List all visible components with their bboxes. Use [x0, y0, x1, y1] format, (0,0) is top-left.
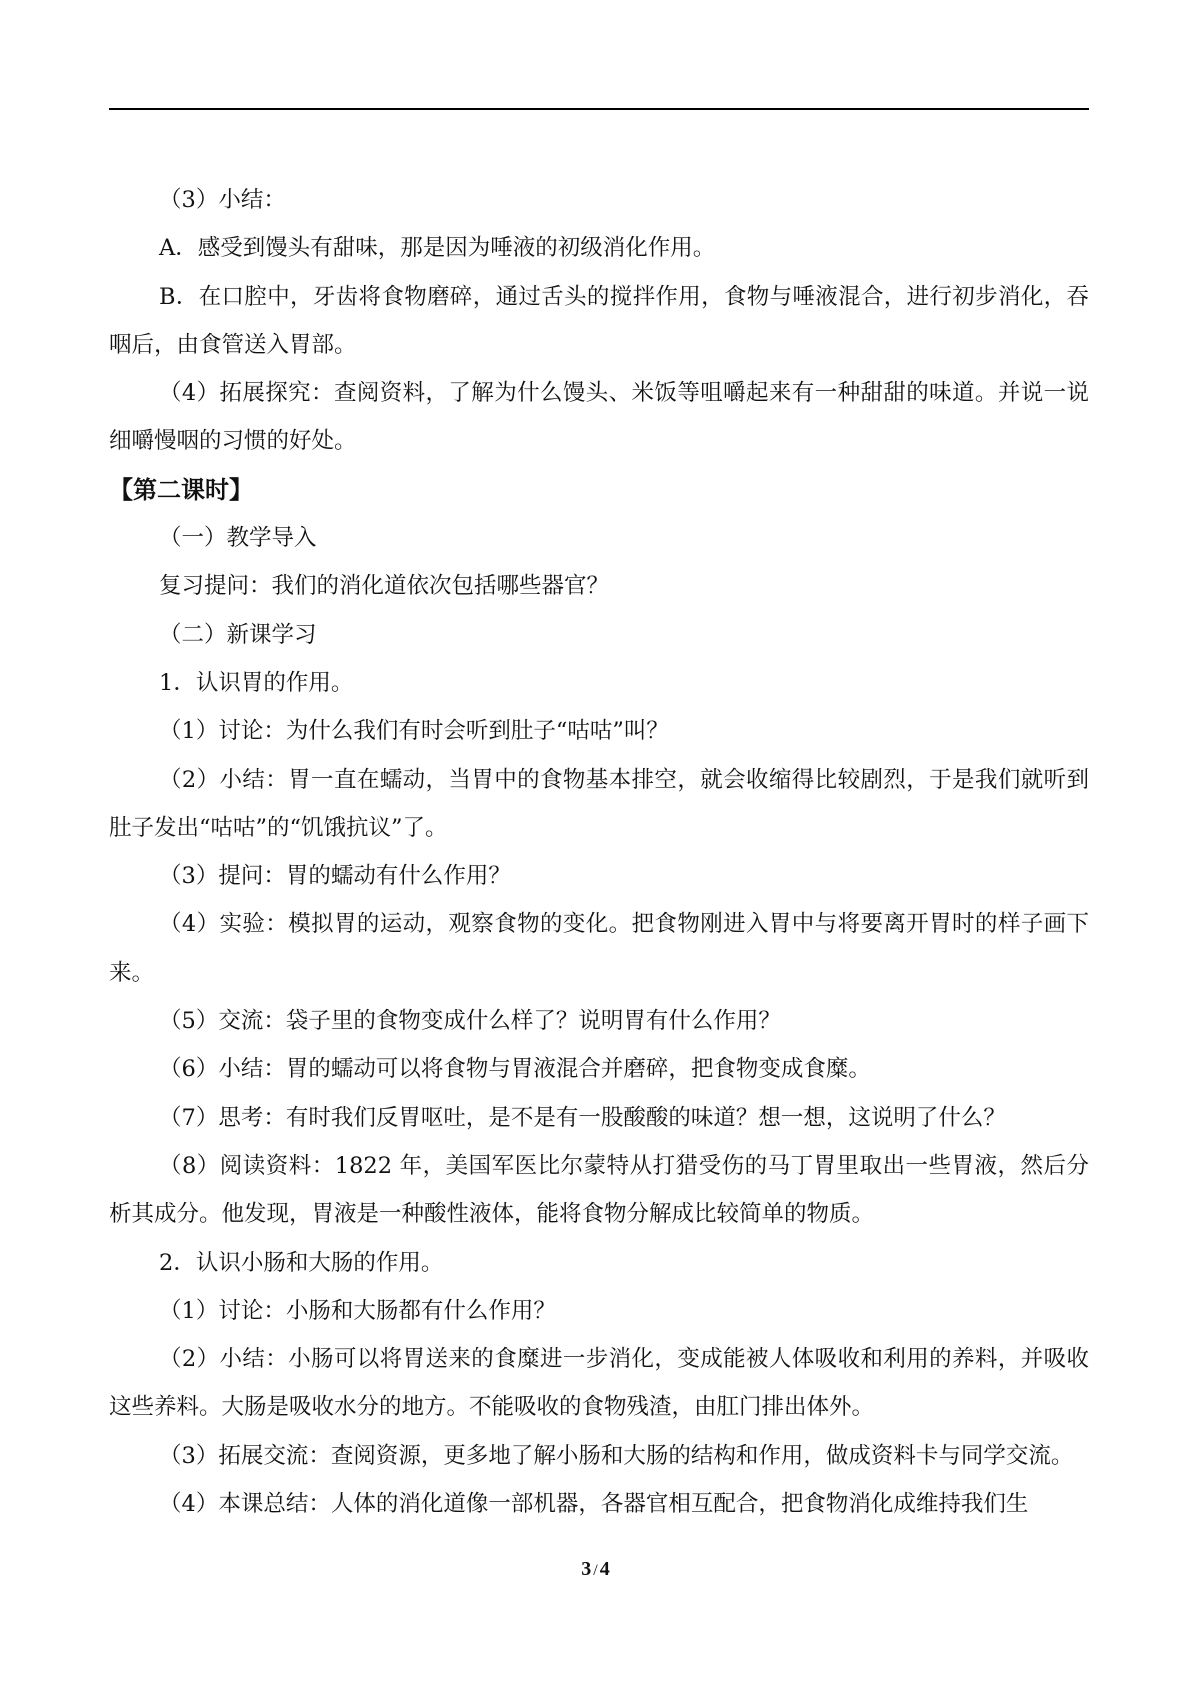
paragraph: （4）拓展探究：查阅资料，了解为什么馒头、米饭等咀嚼起来有一种甜甜的味道。并说一说细嚼慢咽的习惯的好处。: [109, 380, 1089, 455]
paragraph: （4）本课总结：人体的消化道像一部机器，各器官相互配合，把食物消化成维持我们生: [159, 1491, 1029, 1518]
paragraph: （3）小结：: [159, 187, 286, 213]
page-separator: /: [593, 1562, 598, 1579]
section-heading: 【第二课时】: [109, 475, 253, 504]
paragraph: （5）交流：袋子里的食物变成什么样了？说明胃有什么作用？: [159, 1008, 781, 1035]
paragraph: （二）新课学习: [159, 621, 317, 648]
header-rule: [109, 108, 1089, 110]
page-current: 3: [581, 1558, 592, 1580]
paragraph: （2）小结：胃一直在蠕动，当胃中的食物基本排空，就会收缩得比较剧烈，于是我们就听到肚子发出“咕咕”的“饥饿抗议”了。: [109, 766, 1089, 841]
paragraph: （4）实验：模拟胃的运动，观察食物的变化。把食物刚进入胃中与将要离开胃时的样子画下来。: [109, 911, 1089, 986]
page-number: [0, 1555, 1191, 1585]
paragraph: （3）提问：胃的蠕动有什么作用？: [159, 863, 511, 890]
paragraph: 2．认识小肠和大肠的作用。: [159, 1249, 444, 1276]
page-total: 4: [599, 1558, 610, 1580]
paragraph: A．感受到馒头有甜味，那是因为唾液的初级消化作用。: [159, 235, 716, 262]
paragraph: 复习提问：我们的消化道依次包括哪些器官？: [159, 573, 610, 600]
paragraph: （8）阅读资料：1822 年，美国军医比尔蒙特从打猎受伤的马丁胃里取出一些胃液，然后分析其成分。他发现，胃液是一种酸性液体，能将食物分解成比较简单的物质。: [109, 1152, 1089, 1228]
paragraph: B．在口腔中，牙齿将食物磨碎，通过舌头的搅拌作用，食物与唾液混合，进行初步消化，吞咽后，由食管送入胃部。: [109, 283, 1089, 358]
paragraph: 1．认识胃的作用。: [159, 669, 354, 696]
paragraph: （6）小结：胃的蠕动可以将食物与胃液混合并磨碎，把食物变成食糜。: [159, 1056, 871, 1083]
paragraph: （一）教学导入: [159, 525, 317, 552]
paragraph: （2）小结：小肠可以将胃送来的食糜进一步消化，变成能被人体吸收和利用的养料，并吸收这些养料。大肠是吸收水分的地方。不能吸收的食物残渣，由肛门排出体外。: [109, 1346, 1089, 1421]
paragraph: （1）讨论：小肠和大肠都有什么作用？: [159, 1297, 556, 1324]
paragraph: （3）拓展交流：查阅资源，更多地了解小肠和大肠的结构和作用，做成资料卡与同学交流。: [159, 1442, 1074, 1469]
paragraph: （1）讨论：为什么我们有时会听到肚子“咕咕”叫？: [159, 718, 669, 745]
document-body: [109, 176, 1089, 1528]
paragraph: （7）思考：有时我们反胃呕吐，是不是有一股酸酸的味道？想一想，这说明了什么？: [159, 1104, 1006, 1131]
